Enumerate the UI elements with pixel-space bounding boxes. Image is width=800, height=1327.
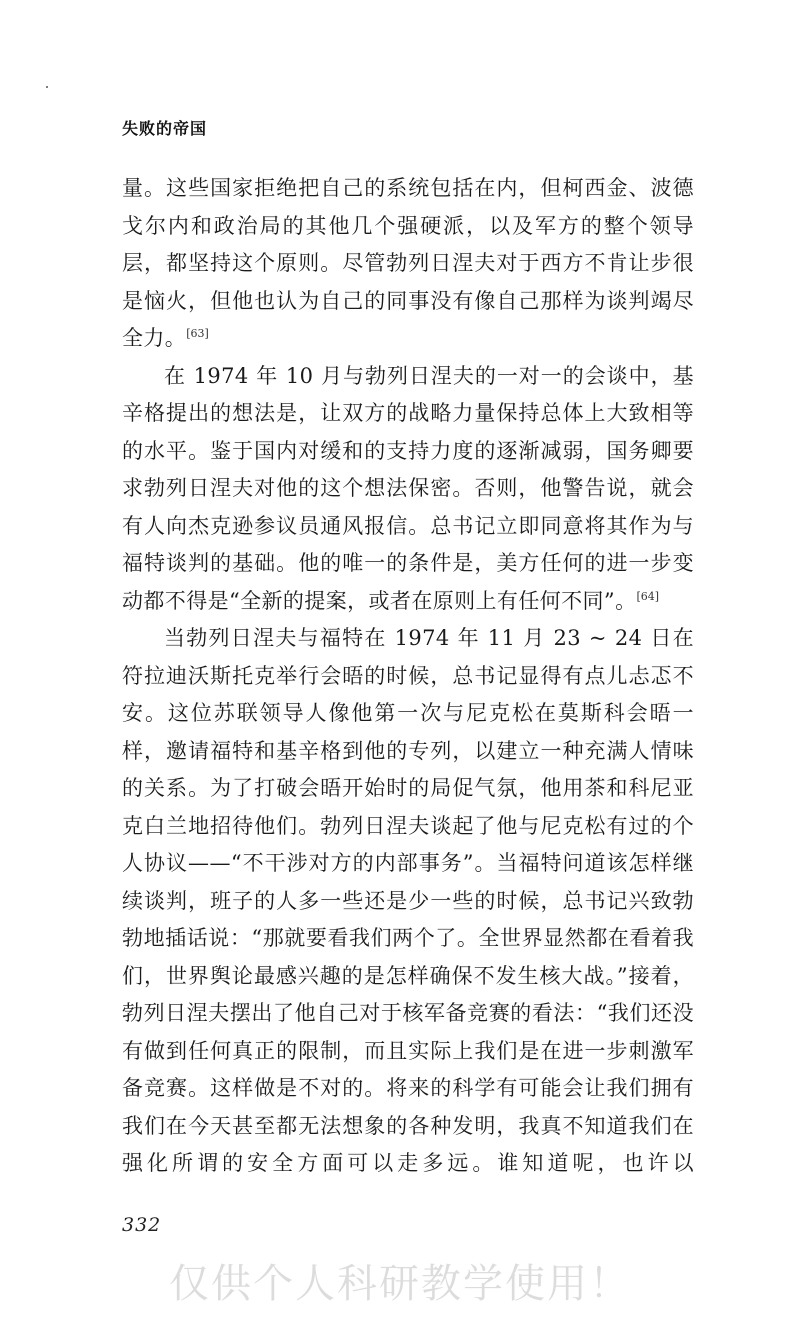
page-number: 332 (122, 1214, 162, 1236)
paragraph-1 (122, 170, 694, 358)
scan-speck (46, 86, 48, 88)
paragraph-3 (122, 620, 694, 1183)
paragraph-2-text: 在 1974 年 10 月与勃列日涅夫的一对一的会谈中，基辛格提出的想法是，让双方的战略力量保持总体上大致相等的水平。鉴于国内对缓和的支持力度的逐渐减弱，国务卿要求勃列日涅夫对他的这个想法保密。否则，他警告说，就会有人向杰克逊参议员通风报信。总书记立即同意将其作为与福特谈判的基础。他的唯一的条件是，美方任何的进一步变动都不得是“全新的提案，或者在原则上有任何不同”。 (122, 363, 694, 613)
paragraph-3-text: 当勃列日涅夫与福特在 1974 年 11 月 23 ~ 24 日在符拉迪沃斯托克举行会晤的时候，总书记显得有点儿忐忑不安。这位苏联领导人像他第一次与尼克松在莫斯科会晤一样，邀请福特和基辛格到他的专列，以建立一种充满人情味的关系。为了打破会晤开始时的局促气氛，他用茶和科尼亚克白兰地招待他们。勃列日涅夫谈起了他与尼克松有过的个人协议——“不干涉对方的内部事务”。当福特问道该怎样继续谈判，班子的人多一些还是少一些的时候，总书记兴致勃勃地插话说：“那就要看我们两个了。全世界显然都在看着我们，世界舆论最感兴趣的是怎样确保不发生核大战。”接着，勃列日涅夫摆出了他自己对于核军备竞赛的看法：“我们还没有做到任何真正的限制，而且实际上我们是在进一步刺激军备竞赛。这样做是不对的。将来的科学有可能会让我们拥有我们在今天甚至都无法想象的各种发明，我真不知道我们在强化所谓的安全方面可以走多远。谁知道呢，也许以 (122, 626, 694, 1175)
watermark: 仅供个人科研教学使用！ (169, 1261, 631, 1307)
paragraph-1-text: 量。这些国家拒绝把自己的系统包括在内，但柯西金、波德戈尔内和政治局的其他几个强硬派，以及军方的整个领导层，都坚持这个原则。尽管勃列日涅夫对于西方不肯让步很是恼火，但他也认为自己的同事没有像自己那样为谈判竭尽全力。 (122, 176, 694, 350)
paragraph-2 (122, 358, 694, 621)
body-text (122, 170, 694, 1183)
footnote-ref-64[interactable]: [64] (636, 589, 660, 603)
running-title: 失败的帝国 (122, 119, 208, 138)
footnote-ref-63[interactable]: [63] (186, 327, 209, 340)
